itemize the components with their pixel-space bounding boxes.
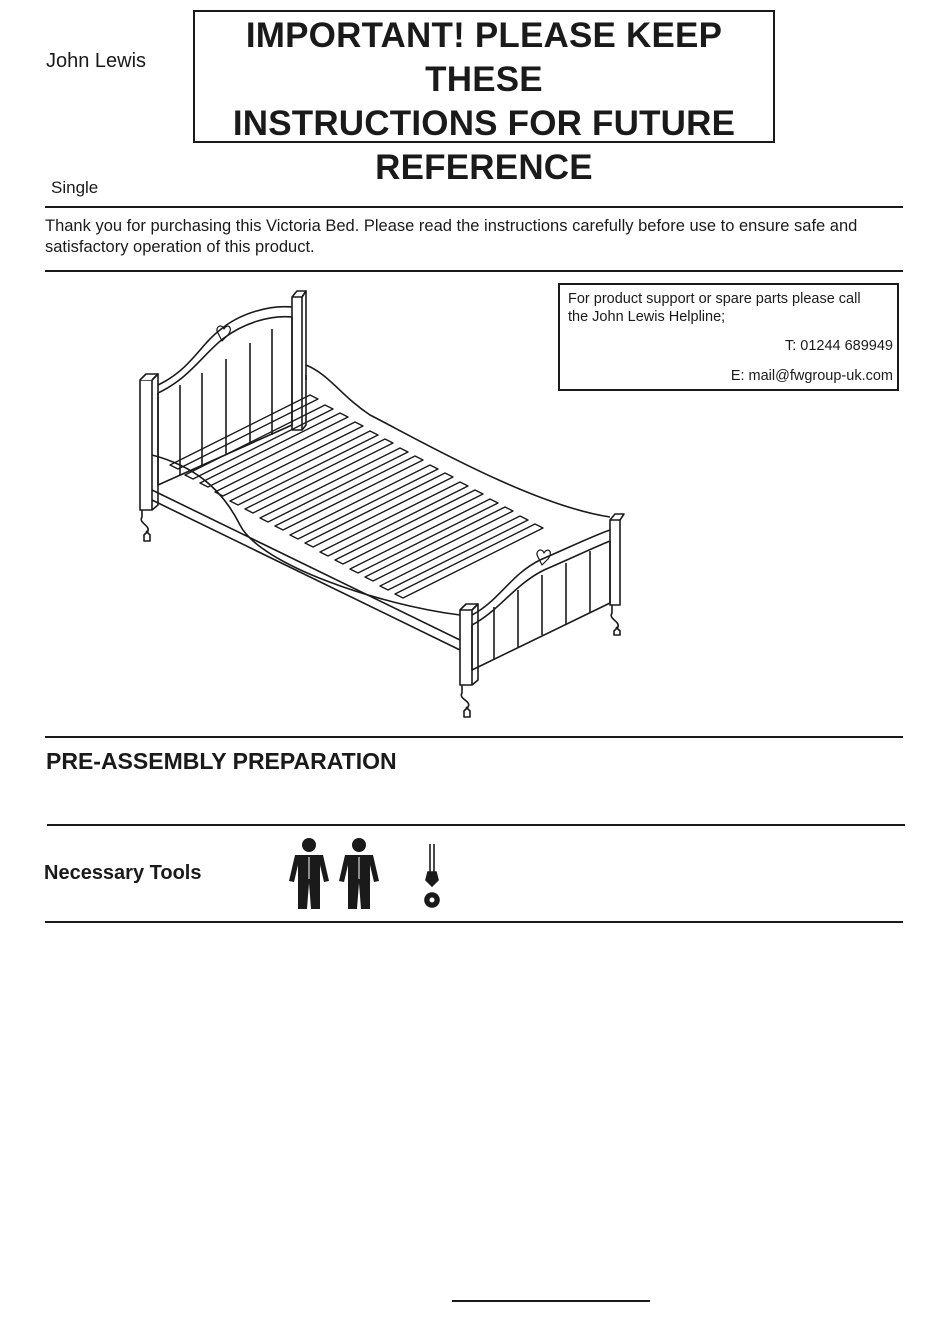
person-icon xyxy=(337,837,381,911)
footer-rule xyxy=(452,1300,650,1302)
brand-name: John Lewis xyxy=(46,50,147,72)
person-icon xyxy=(287,837,331,911)
divider xyxy=(47,824,905,826)
notice-line-2: INSTRUCTIONS FOR FUTURE xyxy=(232,104,736,143)
bed-illustration xyxy=(130,285,640,725)
support-line-1: For product support or spare parts please call xyxy=(568,291,861,307)
support-line-2: the John Lewis Helpline; xyxy=(568,309,726,325)
support-email: E: mail@fwgroup-uk.com xyxy=(730,368,893,384)
divider xyxy=(45,206,903,208)
important-notice-box xyxy=(193,10,775,187)
divider xyxy=(45,270,903,272)
notice-line-1: IMPORTANT! PLEASE KEEP THESE xyxy=(245,16,723,99)
intro-text: Thank you for purchasing this Victoria Bed. Please read the instructions carefully before use to ensure safe and satisfactory operation of this product. xyxy=(45,217,858,256)
divider xyxy=(45,921,903,923)
notice-line-3: REFERENCE xyxy=(375,148,593,187)
section-title-pre-assembly: PRE-ASSEMBLY PREPARATION xyxy=(46,748,397,774)
product-variant: Single xyxy=(51,178,99,197)
screwdriver-icon xyxy=(420,842,444,910)
tools-label: Necessary Tools xyxy=(44,862,202,884)
support-phone: T: 01244 689949 xyxy=(784,338,893,354)
divider xyxy=(45,736,903,738)
